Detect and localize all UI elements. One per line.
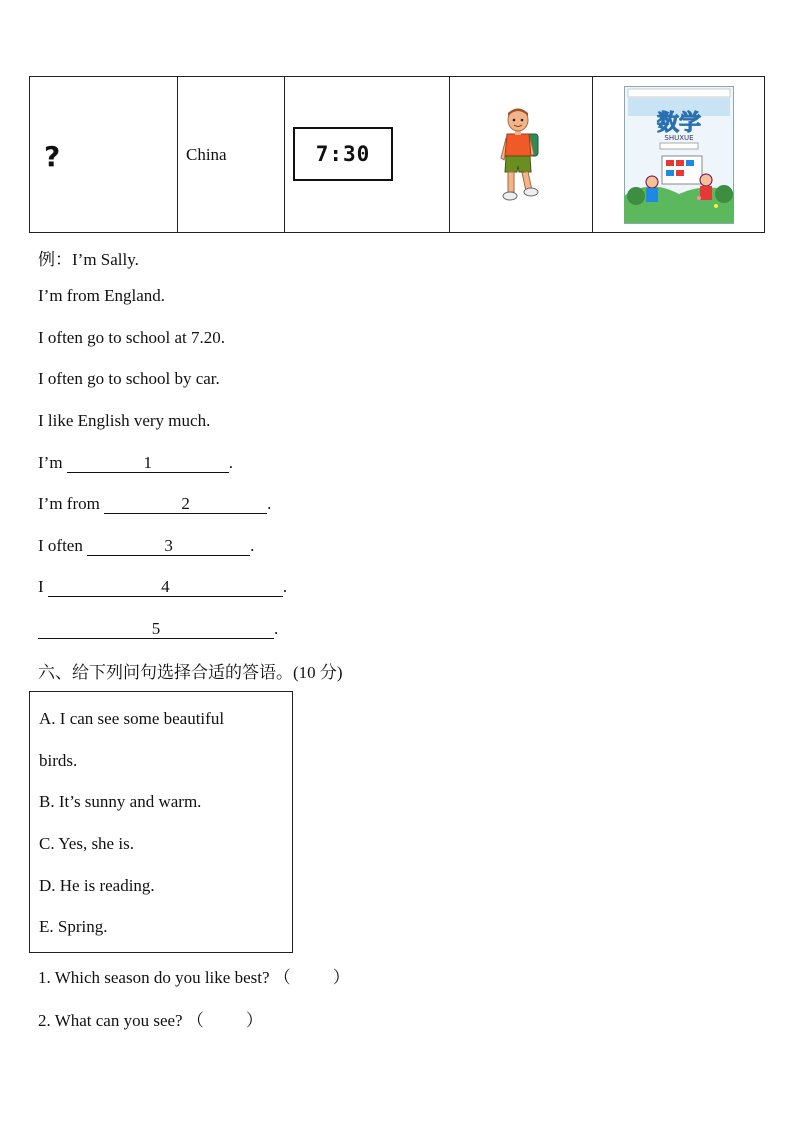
example-line-4: I often go to school by car.	[38, 369, 220, 388]
answer-blank-2[interactable]	[104, 495, 267, 514]
blank-line-5	[38, 619, 278, 639]
blank-number: 5	[151, 619, 161, 638]
answer-bracket-1[interactable]	[274, 963, 350, 988]
blank-line-3	[38, 536, 254, 556]
blank-number: 1	[143, 453, 153, 472]
blank-prefix: I often	[38, 536, 88, 555]
cell-country	[178, 77, 285, 233]
picture-table	[29, 76, 765, 233]
blank-prefix: I	[38, 577, 48, 596]
section-6-title	[38, 658, 343, 683]
blank-suffix: .	[282, 577, 288, 596]
example-line-5: I like English very much.	[38, 411, 211, 430]
blank-suffix: .	[228, 453, 234, 472]
bracket-open: （	[273, 968, 291, 987]
bracket-close: ）	[332, 968, 350, 987]
answer-options-box	[29, 691, 293, 953]
example-line-3: I often go to school at 7.20.	[38, 328, 225, 347]
blank-line-2	[38, 494, 271, 514]
question-1	[38, 963, 350, 988]
clock-wrap	[285, 77, 449, 232]
blank-line-1	[38, 453, 233, 473]
book-title: 数学	[656, 109, 701, 136]
option-c: C. Yes, she is.	[39, 834, 134, 853]
option-b: B. It’s sunny and warm.	[39, 792, 202, 811]
answer-blank-4[interactable]	[48, 578, 283, 597]
option-a-continued: birds.	[39, 751, 78, 770]
question-1-text: 1. Which season do you like best?	[38, 968, 270, 987]
question-mark: ?	[44, 140, 61, 173]
blank-suffix: .	[274, 619, 279, 638]
blank-number: 4	[161, 577, 170, 596]
bracket-close: ）	[245, 1011, 263, 1030]
blank-number: 3	[164, 536, 173, 555]
answer-blank-5[interactable]	[38, 620, 274, 639]
option-d: D. He is reading.	[39, 876, 155, 895]
question-2	[38, 1006, 263, 1031]
answer-blank-1[interactable]	[67, 454, 229, 473]
section-6-heading: 六、给下列问句选择合适的答语。	[38, 663, 293, 683]
option-e: E. Spring.	[39, 917, 108, 936]
answer-bracket-2[interactable]	[187, 1006, 263, 1031]
option-a: A. I can see some beautiful	[39, 709, 225, 728]
blank-prefix: I’m	[38, 453, 67, 472]
country-label: China	[186, 144, 227, 164]
cell-unknown	[30, 77, 178, 233]
answer-blank-3[interactable]	[87, 537, 250, 556]
bracket-open: （	[186, 1011, 204, 1030]
blank-suffix: .	[250, 536, 255, 555]
walking-boy-icon	[496, 106, 546, 204]
blank-suffix: .	[267, 494, 272, 513]
question-2-text: 2. What can you see?	[38, 1011, 183, 1030]
digital-clock: 7:30	[293, 127, 393, 181]
blank-line-4	[38, 577, 287, 597]
example-line-1: 例：I’m Sally.	[38, 250, 139, 269]
cell-time	[285, 77, 450, 233]
math-textbook-icon	[624, 86, 734, 224]
picture-row	[30, 77, 765, 233]
book-pinyin: SHUXUE	[663, 133, 694, 142]
blank-number: 2	[181, 494, 190, 513]
cell-walking-boy	[450, 77, 593, 233]
cell-math-book	[593, 77, 765, 233]
example-line-2: I’m from England.	[38, 286, 165, 305]
section-6-score: (10 分)	[293, 663, 343, 682]
blank-prefix: I’m from	[38, 494, 105, 513]
